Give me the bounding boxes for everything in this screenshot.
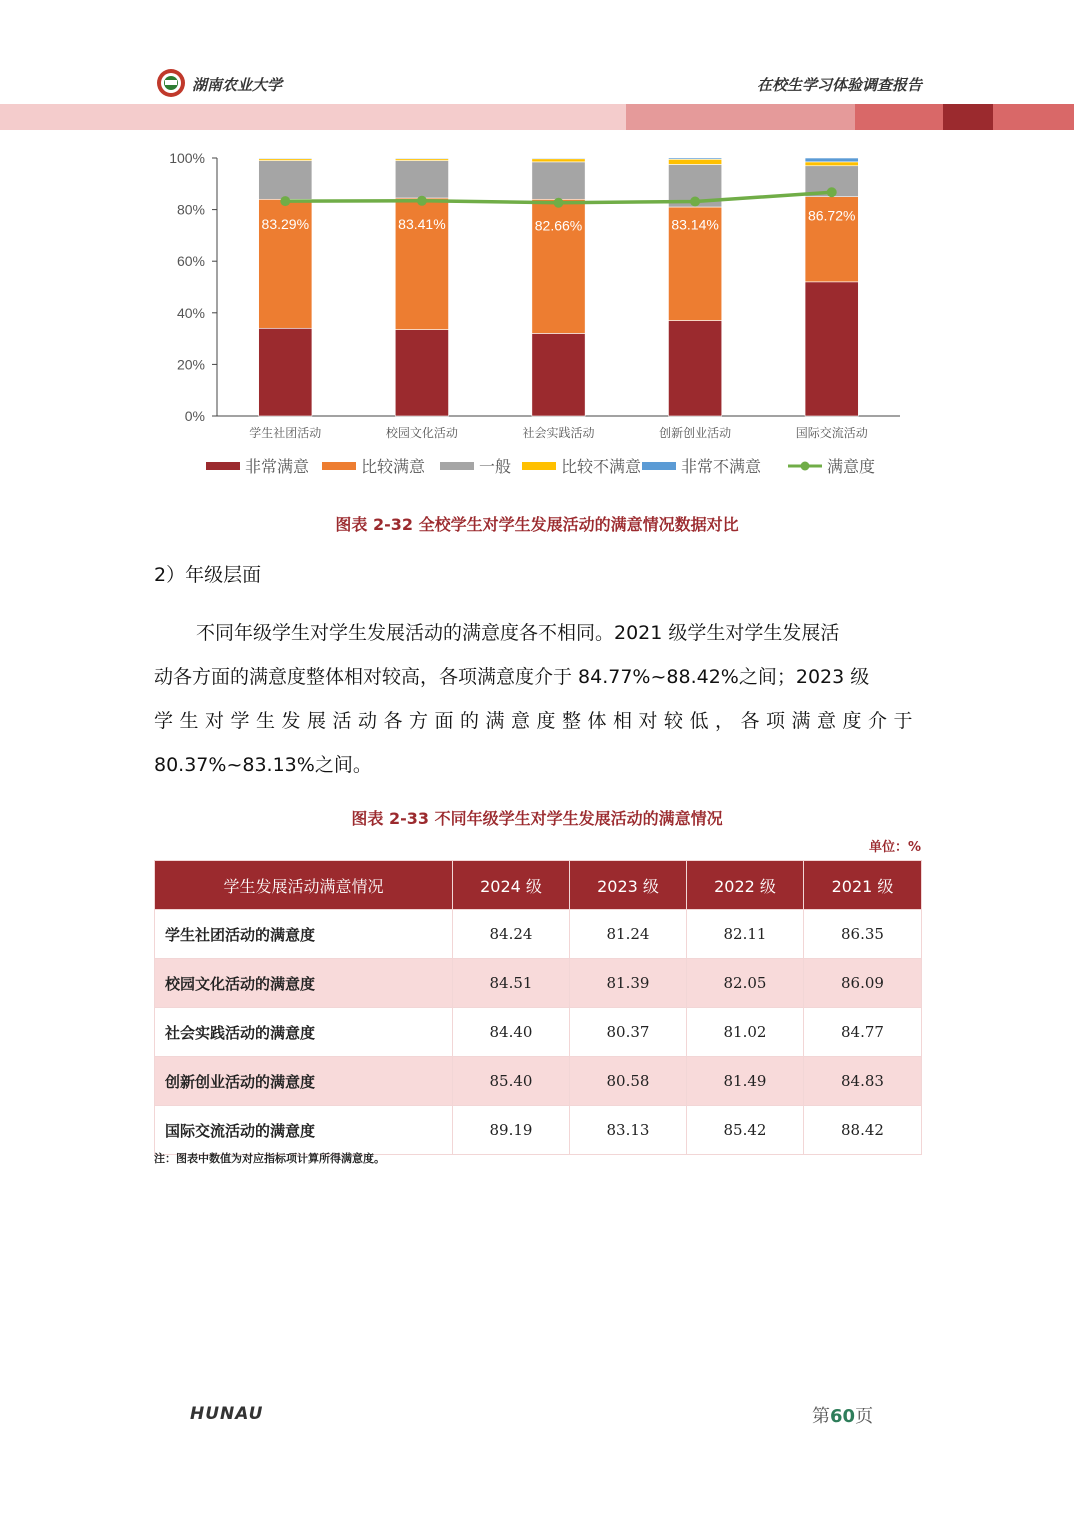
- legend-label: 非常满意: [245, 457, 310, 476]
- bar-segment: [395, 161, 448, 198]
- bar-segment: [259, 158, 312, 159]
- figure-2-32-caption: 图表 2-32 全校学生对学生发展活动的满意情况数据对比: [335, 515, 739, 534]
- table-cell: 83.13: [570, 1106, 687, 1155]
- paragraph-line-3: 学生对学生发展活动各方面的满意度整体相对较低，各项满意度介于: [154, 710, 920, 732]
- data-label: 83.29%: [261, 216, 310, 233]
- table-header-cell: 学生发展活动满意情况: [155, 861, 453, 910]
- row-label: 社会实践活动的满意度: [155, 1008, 453, 1057]
- footer-logo-text: HUNAU: [190, 1404, 264, 1424]
- x-tick-label: 创新创业活动: [659, 426, 732, 440]
- table-row: [155, 959, 922, 1008]
- table-cell: 82.05: [687, 959, 804, 1008]
- page-header: [0, 60, 1074, 130]
- table-cell: 82.11: [687, 910, 804, 959]
- legend-label: 非常不满意: [681, 457, 762, 476]
- y-tick-label: 100%: [169, 150, 205, 166]
- y-tick-label: 60%: [176, 253, 205, 270]
- legend-swatch: [206, 462, 240, 470]
- satisfaction-point: [690, 196, 700, 206]
- bar-segment: [395, 330, 448, 416]
- table-header-cell: 2023 级: [570, 861, 687, 910]
- bar-segment: [532, 333, 585, 416]
- table-header-cell: 2024 级: [453, 861, 570, 910]
- bar-segment: [805, 158, 858, 162]
- table-cell: 80.58: [570, 1057, 687, 1106]
- university-logo-icon: [156, 68, 186, 98]
- grade-satisfaction-table: [154, 860, 922, 1155]
- table-cell: 84.83: [804, 1057, 922, 1106]
- table-cell: 84.77: [804, 1008, 922, 1057]
- table-cell: 85.40: [453, 1057, 570, 1106]
- satisfaction-point: [827, 187, 837, 197]
- bar-segment: [259, 161, 312, 200]
- data-label: 83.41%: [398, 215, 446, 232]
- bar-segment: [259, 328, 312, 416]
- figure-2-33-caption: 图表 2-33 不同年级学生对学生发展活动的满意情况: [351, 809, 723, 828]
- header-band-5: [993, 104, 1074, 130]
- table-cell: 80.37: [570, 1008, 687, 1057]
- satisfaction-point: [554, 198, 564, 208]
- satisfaction-stacked-chart: [150, 140, 930, 490]
- bar-segment: [532, 159, 585, 162]
- table-cell: 81.02: [687, 1008, 804, 1057]
- page-number: [812, 1402, 873, 1428]
- table-cell: 85.42: [687, 1106, 804, 1155]
- page-suffix: 页: [855, 1406, 874, 1427]
- data-label: 86.72%: [807, 207, 856, 224]
- legend-swatch: [522, 462, 556, 470]
- table-cell: 89.19: [453, 1106, 570, 1155]
- y-tick-label: 40%: [176, 304, 205, 321]
- paragraph-line-4: 80.37%~83.13%之间。: [154, 754, 372, 776]
- unit-label: 单位：%: [868, 840, 921, 855]
- x-tick-label: 国际交流活动: [795, 426, 868, 440]
- header-band-4: [943, 104, 993, 130]
- table-row: [155, 1106, 922, 1155]
- table-cell: 86.09: [804, 959, 922, 1008]
- school-name: 湖南农业大学: [192, 76, 283, 94]
- bar-segment: [805, 162, 858, 166]
- table-cell: 86.35: [804, 910, 922, 959]
- y-tick-label: 80%: [176, 201, 205, 218]
- bar-segment: [668, 159, 721, 164]
- satisfaction-point: [417, 196, 427, 206]
- y-tick-label: 0%: [184, 408, 205, 424]
- row-label: 创新创业活动的满意度: [155, 1057, 453, 1106]
- data-label: 83.14%: [671, 216, 719, 233]
- table-header-row: [155, 861, 922, 910]
- report-title: 在校生学习体验调查报告: [756, 76, 922, 94]
- legend-marker: [801, 462, 810, 471]
- data-label: 82.66%: [534, 217, 583, 234]
- header-band-2: [626, 104, 855, 130]
- table-row: [155, 910, 922, 959]
- table-note: 注：图表中数值为对应指标项计算所得满意度。: [154, 1152, 385, 1165]
- legend-label: 比较满意: [361, 457, 426, 476]
- table-cell: 81.24: [570, 910, 687, 959]
- y-tick-label: 20%: [176, 356, 205, 373]
- table-cell: 81.49: [687, 1057, 804, 1106]
- table-cell: 81.39: [570, 959, 687, 1008]
- bar-segment: [532, 158, 585, 159]
- table-row: [155, 1057, 922, 1106]
- x-tick-label: 社会实践活动: [522, 426, 595, 440]
- page-prefix: 第: [812, 1406, 830, 1427]
- legend-swatch: [322, 462, 356, 470]
- table-cell: 88.42: [804, 1106, 922, 1155]
- table-cell: 84.51: [453, 959, 570, 1008]
- bar-segment: [668, 158, 721, 159]
- x-tick-label: 校园文化活动: [385, 426, 458, 440]
- table-header-cell: 2022 级: [687, 861, 804, 910]
- legend-swatch: [440, 462, 474, 470]
- row-label: 国际交流活动的满意度: [155, 1106, 453, 1155]
- bar-segment: [395, 158, 448, 159]
- x-tick-label: 学生社团活动: [249, 426, 322, 440]
- table-cell: 84.24: [453, 910, 570, 959]
- table-cell: 84.40: [453, 1008, 570, 1057]
- row-label: 学生社团活动的满意度: [155, 910, 453, 959]
- section-heading: 2）年级层面: [154, 564, 262, 586]
- legend-label: 满意度: [827, 457, 876, 476]
- legend-label: 一般: [479, 457, 512, 476]
- header-band-1: [0, 104, 626, 130]
- bar-segment: [668, 321, 721, 416]
- table-header-cell: 2021 级: [804, 861, 922, 910]
- legend-label: 比较不满意: [561, 457, 642, 476]
- legend-swatch: [642, 462, 676, 470]
- paragraph-line-1: 不同年级学生对学生发展活动的满意度各不相同。2021 级学生对学生发展活: [196, 622, 840, 644]
- table-row: [155, 1008, 922, 1057]
- header-band-3: [855, 104, 943, 130]
- bar-segment: [532, 162, 585, 199]
- bar-segment: [805, 282, 858, 416]
- paragraph-line-2: 动各方面的满意度整体相对较高，各项满意度介于 84.77%~88.42%之间；2023 级: [154, 666, 870, 688]
- row-label: 校园文化活动的满意度: [155, 959, 453, 1008]
- satisfaction-point: [280, 196, 290, 206]
- page-number-value: 60: [830, 1406, 856, 1427]
